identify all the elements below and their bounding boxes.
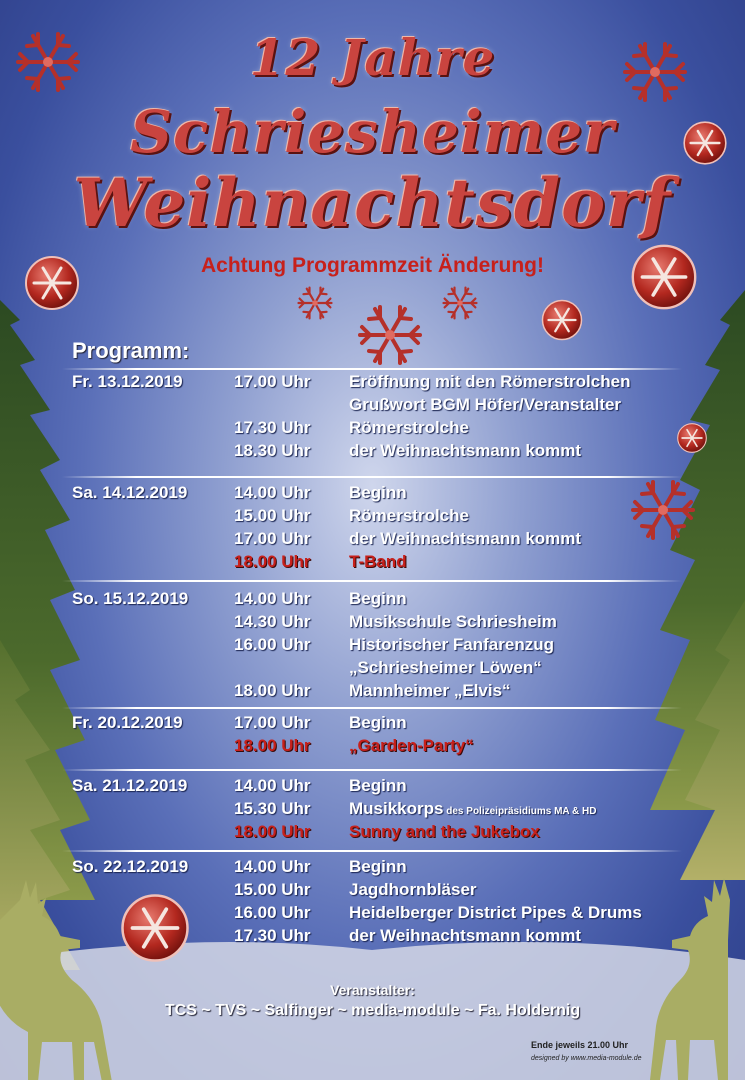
title-line-1: 12 Jahre — [249, 28, 496, 87]
divider — [62, 707, 682, 709]
program-row — [0, 529, 745, 552]
row-time: 17.00 Uhr — [234, 529, 311, 548]
schedule-change-notice: Achtung Programmzeit Änderung! — [200, 254, 544, 277]
row-time: 17.00 Uhr — [234, 372, 311, 391]
title-line-2: Schriesheimer — [130, 98, 615, 166]
row-event: der Weihnachtsmann kommt — [349, 529, 582, 548]
program-row — [0, 926, 745, 949]
program-row — [0, 880, 745, 903]
divider — [62, 476, 682, 478]
row-date: Sa. 14.12.2019 — [72, 483, 188, 502]
snowflake-icon — [299, 288, 332, 319]
row-event — [349, 799, 596, 819]
row-event: T-Band — [349, 552, 407, 571]
program-row — [0, 372, 745, 395]
row-time: 14.00 Uhr — [234, 857, 311, 876]
program-row — [0, 635, 745, 658]
designer-credit: designed by www.media-module.de — [531, 1055, 642, 1062]
row-event: Jagdhornbläser — [349, 880, 477, 899]
row-event: Grußwort BGM Höfer/Veranstalter — [349, 395, 622, 414]
row-time: 18.00 Uhr — [234, 822, 311, 841]
row-event: Römerstrolche — [349, 418, 469, 437]
row-time: 17.30 Uhr — [234, 418, 311, 437]
row-time: 14.00 Uhr — [234, 776, 311, 795]
row-time: 15.00 Uhr — [234, 880, 311, 899]
row-time: 18.00 Uhr — [234, 681, 311, 700]
row-date: Fr. 13.12.2019 — [72, 372, 183, 391]
program-row — [0, 681, 745, 704]
program-row — [0, 418, 745, 441]
snowflake-icon — [360, 307, 420, 363]
end-time-note: Ende jeweils 21.00 Uhr — [531, 1040, 629, 1050]
row-time: 18.30 Uhr — [234, 441, 311, 460]
row-event: Römerstrolche — [349, 506, 469, 525]
row-event: Eröffnung mit den Römerstrolchen — [349, 372, 631, 391]
row-time: 18.00 Uhr — [234, 736, 311, 755]
row-date: Fr. 20.12.2019 — [72, 713, 183, 732]
row-event: Sunny and the Jukebox — [349, 822, 540, 841]
row-time: 14.30 Uhr — [234, 612, 311, 631]
divider — [62, 850, 682, 852]
row-event: Beginn — [349, 713, 407, 732]
row-date: So. 15.12.2019 — [72, 589, 189, 608]
divider — [62, 769, 682, 771]
program-row — [0, 799, 745, 822]
row-event: Beginn — [349, 776, 407, 795]
row-event: Heidelberger District Pipes & Drums — [349, 903, 642, 922]
program-row — [0, 612, 745, 635]
row-date: So. 22.12.2019 — [72, 857, 189, 876]
row-time: 17.00 Uhr — [234, 713, 311, 732]
program-row — [0, 441, 745, 464]
program-row — [0, 552, 745, 575]
program-row — [0, 483, 745, 506]
row-event: der Weihnachtsmann kommt — [349, 441, 582, 460]
row-event: „Garden-Party“ — [349, 736, 474, 755]
divider — [62, 368, 682, 370]
snowflake-icon — [444, 288, 477, 319]
program-row — [0, 506, 745, 529]
row-event: Mannheimer „Elvis“ — [349, 681, 511, 700]
row-time: 14.00 Uhr — [234, 483, 311, 502]
organizer-heading: Veranstalter: — [330, 982, 415, 998]
row-event-suffix: des Polizeipräsidiums MA & HD — [443, 806, 597, 817]
row-time: 15.00 Uhr — [234, 506, 311, 525]
program-row — [0, 857, 745, 880]
row-event: Beginn — [349, 483, 407, 502]
row-event: „Schriesheimer Löwen“ — [349, 658, 542, 677]
program-heading: Programm: — [72, 338, 190, 363]
row-time: 15.30 Uhr — [234, 799, 311, 818]
row-time: 16.00 Uhr — [234, 635, 311, 654]
program-row — [0, 736, 745, 759]
row-date: Sa. 21.12.2019 — [72, 776, 188, 795]
title-line-3: Weihnachtsdorf — [73, 164, 672, 242]
organizer-list: TCS ~ TVS ~ Salfinger ~ media-module ~ Fa. Holdernig — [164, 1002, 581, 1019]
row-event: Beginn — [349, 589, 407, 608]
row-event: Musikschule Schriesheim — [349, 612, 557, 631]
program-row — [0, 776, 745, 799]
program-row — [0, 903, 745, 926]
program-row — [0, 822, 745, 845]
row-event-main: Musikkorps — [349, 799, 444, 818]
row-event: Historischer Fanfarenzug — [349, 635, 554, 654]
row-event: Beginn — [349, 857, 407, 876]
program-row — [0, 713, 745, 736]
row-event: der Weihnachtsmann kommt — [349, 926, 582, 945]
divider — [62, 580, 682, 582]
row-time: 16.00 Uhr — [234, 903, 311, 922]
row-time: 14.00 Uhr — [234, 589, 311, 608]
row-time: 17.30 Uhr — [234, 926, 311, 945]
row-time: 18.00 Uhr — [234, 552, 311, 571]
program-row — [0, 658, 745, 681]
program-row — [0, 589, 745, 612]
program-row — [0, 395, 745, 418]
snowflake-ornament-icon — [543, 301, 582, 340]
